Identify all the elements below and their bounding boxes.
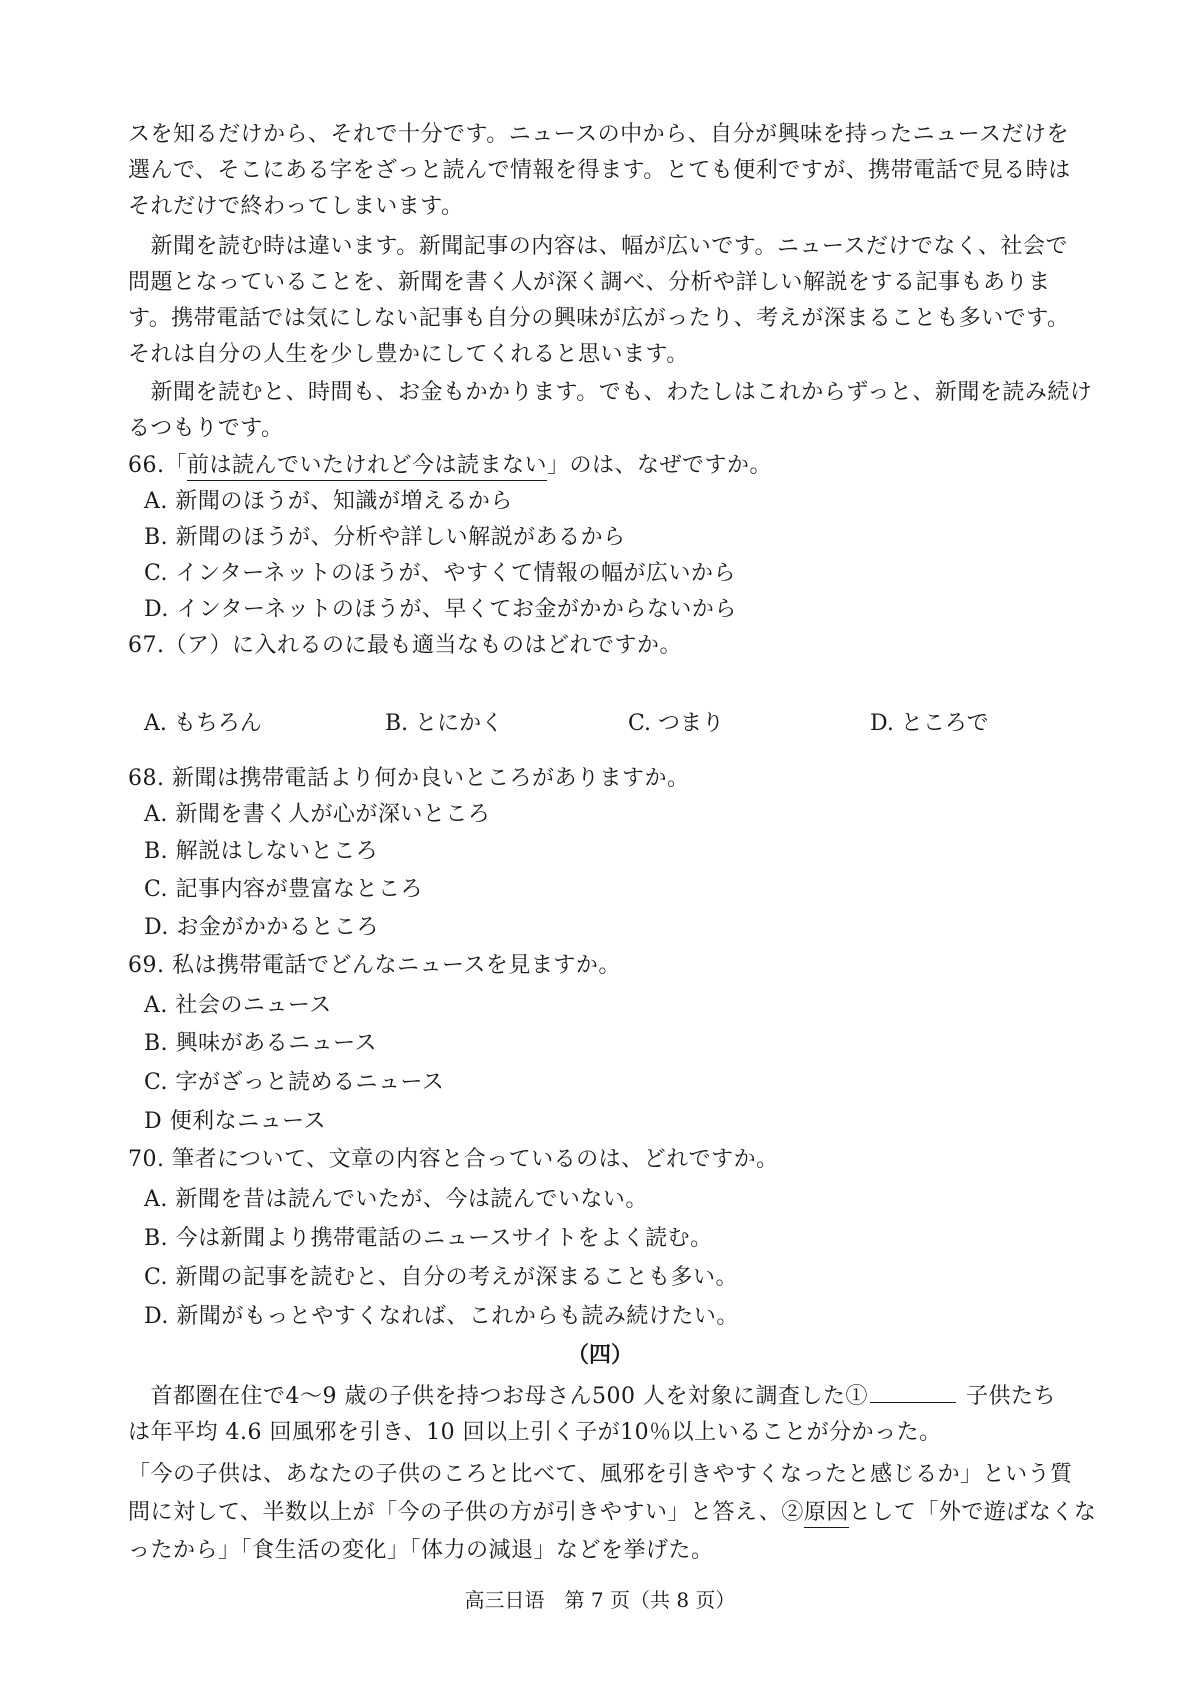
section4-line-3: 「今の子供は、あなたの子供のころと比べて、風邪を引きやすくなったと感じるか」という質 (128, 1462, 1073, 1487)
q68-option-b: B. 解説はしないところ (144, 839, 379, 864)
q69-option-c: C. 字がざっと読めるニュース (144, 1070, 445, 1095)
section4-line-4 (128, 1502, 1096, 1524)
section4-line1-before: 首都圏在住で4～9 歳の子供を持つお母さん500 人を対象に調査した① (128, 1384, 868, 1409)
q67-option-c: C. つまり (628, 711, 725, 736)
question-69-stem: 69. 私は携帯電話でどんなニュースを見ますか。 (128, 953, 621, 978)
passage-line: それは自分の人生を少し豊かにしてくれると思います。 (128, 342, 689, 367)
section4-line-2: は年平均 4.6 回風邪を引き、10 回以上引く子が10％以上いることが分かった。 (128, 1420, 942, 1445)
question-70-stem: 70. 筆者について、文章の内容と合っているのは、どれですか。 (128, 1147, 779, 1172)
q66-prefix: 66.「 (128, 453, 187, 478)
section4-line-5: ったから」「食生活の変化」「体力の減退」などを挙げた。 (128, 1538, 714, 1563)
passage-line: るつもりです。 (128, 416, 284, 441)
passage-line: それだけで終わってしまいます。 (128, 194, 464, 219)
question-67-stem: 67.（ア）に入れるのに最も適当なものはどれですか。 (128, 633, 682, 658)
section4-line4-after: として「外で遊ばなくな (848, 1500, 1097, 1525)
passage-line: 新聞を読むと、時間も、お金もかかります。でも、わたしはこれからずっと、新聞を読み続け (128, 380, 1093, 405)
section4-line4-before: 問に対して、半数以上が「今の子供の方が引きやすい」と答え、② (128, 1500, 804, 1525)
passage-line: スを知るだけから、それで十分です。ニュースの中から、自分が興味を持ったニュースだけを (128, 122, 1070, 147)
question-68-stem: 68. 新聞は携帯電話より何か良いところがありますか。 (128, 766, 690, 791)
passage-line: 選んで、そこにある字をざっと読んで情報を得ます。とても便利ですが、携帯電話で見る時は (128, 158, 1071, 183)
q68-option-a: A. 新聞を書く人が心が深いところ (144, 802, 491, 827)
passage-line: す。携帯電話では気にしない記事も自分の興味が広がったり、考えが深まることも多いです。 (128, 306, 1070, 331)
q66-underlined-phrase: 前は読んでいたけれど今は読まない (187, 453, 547, 481)
q67-option-b: B. とにかく (385, 711, 504, 736)
q66-option-a: A. 新聞のほうが、知識が増えるから (144, 489, 513, 514)
underlined-word-cause: 原因 (804, 1500, 849, 1528)
passage-line: 問題となっていることを、新聞を書く人が深く調べ、分析や詳しい解説をする記事もありま (128, 270, 1051, 295)
q66-option-b: B. 新聞のほうが、分析や詳しい解説があるから (144, 525, 626, 550)
q70-option-a: A. 新聞を昔は読んでいたが、今は読んでいない。 (144, 1187, 648, 1212)
q70-option-c: C. 新聞の記事を読むと、自分の考えが深まることも多い。 (144, 1265, 739, 1290)
q67-option-a: A. もちろん (144, 711, 262, 736)
q66-option-c: C. インターネットのほうが、やすくて情報の幅が広いから (144, 561, 737, 586)
page-footer: 高三日语 第 7 页（共 8 页） (464, 1588, 736, 1612)
section4-line1-after: 子供たち (965, 1384, 1056, 1409)
q66-option-d: D. インターネットのほうが、早くてお金がかからないから (144, 597, 737, 622)
answer-blank-1 (870, 1384, 956, 1403)
q70-option-b: B. 今は新聞より携帯電話のニュースサイトをよく読む。 (144, 1226, 713, 1251)
q68-option-d: D. お金がかかるところ (144, 915, 379, 940)
q66-suffix: 」のは、なぜですか。 (547, 453, 773, 478)
q69-option-d: D 便利なニュース (144, 1109, 327, 1134)
q70-option-d: D. 新聞がもっとやすくなれば、これからも読み続けたい。 (144, 1304, 739, 1329)
section4-line-1 (128, 1384, 1056, 1408)
question-66-stem (128, 455, 772, 477)
q69-option-a: A. 社会のニュース (144, 993, 332, 1018)
q67-option-d: D. ところで (870, 711, 989, 736)
q69-option-b: B. 興味があるニュース (144, 1031, 378, 1056)
passage-line: 新聞を読む時は違います。新聞記事の内容は、幅が広いです。ニュースだけでなく、社会で (128, 234, 1068, 259)
q68-option-c: C. 記事内容が豊富なところ (144, 877, 424, 902)
section-title: （四） (566, 1342, 633, 1368)
